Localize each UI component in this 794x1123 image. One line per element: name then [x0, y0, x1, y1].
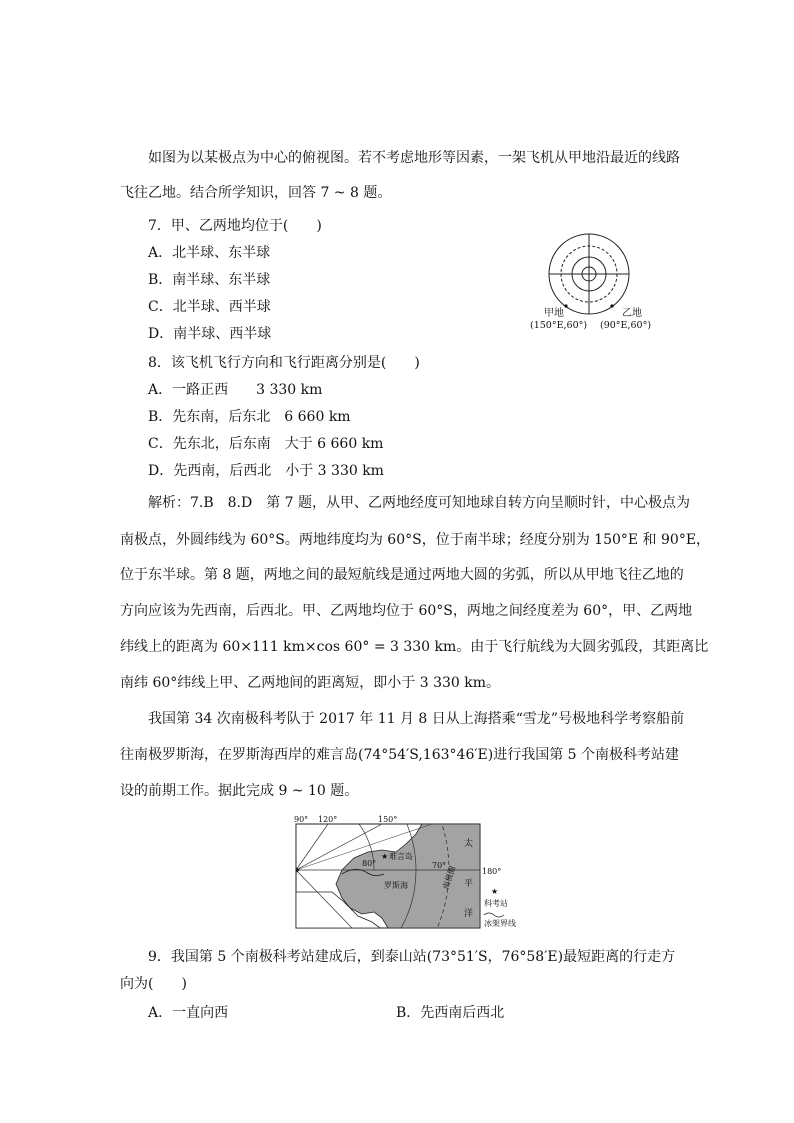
legend-star-icon: ★	[491, 887, 499, 896]
intro2-line2: 往南极罗斯海，在罗斯海西岸的难言岛(74°54′S,163°46′E)进行我国第 5 个南极科考站建	[120, 747, 680, 763]
coord-jia: (150°E,60°)	[530, 320, 588, 331]
sea-label: 罗斯海	[384, 881, 408, 890]
lon-120-label: 120°	[318, 815, 338, 824]
analysis-line2: 南极点，外圆纬线为 60°S。两地纬度均为 60°S，位于南半球；经度分别为 150°E 和 90°E，	[120, 532, 711, 548]
analysis-line6: 南纬 60°纬线上甲、乙两地间的距离短，即小于 3 330 km。	[120, 675, 501, 691]
q7-option-c[interactable]: C．北半球、西半球	[148, 299, 271, 315]
q8-option-b[interactable]: B．先东南，后东北 6 660 km	[148, 409, 351, 425]
lat-70-label: 70°	[432, 861, 447, 870]
q7-stem: 7．甲、乙两地均位于( )	[148, 218, 322, 234]
ocean-char-1: 太	[464, 839, 474, 849]
analysis-line3: 位于东半球。第 8 题，两地之间的最短航线是通过两地大圆的劣弧，所以从甲地飞往乙地的	[120, 567, 684, 583]
lon-90-label: 90°	[294, 815, 309, 824]
intro1-line2: 飞往乙地。结合所学知识，回答 7 ~ 8 题。	[120, 185, 392, 201]
ocean-char-2: 平	[464, 879, 474, 889]
polar-view-figure	[524, 230, 664, 334]
analysis-line4: 方向应该为先西南，后西北。甲、乙两地均位于 60°S，两地之间经度差为 60°，甲、乙两地	[120, 603, 693, 619]
q8-stem: 8．该飞机飞行方向和飞行距离分别是( )	[148, 355, 420, 371]
q8-option-a[interactable]: A．一路正西 3 330 km	[148, 382, 323, 398]
q8-option-c[interactable]: C．先东北，后东南 大于 6 660 km	[148, 436, 384, 452]
intro2-line1: 我国第 34 次南极科考队于 2017 年 11 月 8 日从上海搭乘“雪龙”号极地科学考察船前	[148, 711, 685, 727]
q8-option-d[interactable]: D．先西南，后西北 小于 3 330 km	[148, 463, 384, 479]
point-jia	[564, 304, 567, 307]
lon-150-label: 150°	[378, 815, 398, 824]
island-label: 难言岛	[389, 852, 413, 861]
q7-option-a[interactable]: A．北半球、东半球	[148, 245, 271, 261]
q7-option-b[interactable]: B．南半球、东半球	[148, 272, 271, 288]
q9-stem-line2: 向为( )	[120, 976, 187, 992]
label-jia: 甲地	[544, 308, 564, 319]
lat-80-label: 80°	[362, 859, 377, 868]
label-yi: 乙地	[622, 308, 642, 319]
ocean-char-3: 洋	[464, 909, 474, 919]
legend-ice-label: 冰架界线	[484, 919, 516, 928]
q7-option-d[interactable]: D．南半球、西半球	[148, 326, 272, 342]
antarctic-circle-label: 南极圈	[441, 865, 458, 891]
ross-sea-map	[292, 812, 542, 940]
q9-stem-line1: 9．我国第 5 个南极科考站建成后，到泰山站(73°51′S，76°58′E)最短距离的行走方	[148, 949, 676, 965]
analysis-line5: 纬线上的距离为 60×111 km×cos 60° = 3 330 km。由于飞行航线为大圆劣弧段，其距离比	[120, 639, 709, 655]
coord-yi: (90°E,60°)	[600, 320, 652, 331]
intro1-line1: 如图为以某极点为中心的俯视图。若不考虑地形等因素，一架飞机从甲地沿最近的线路	[148, 150, 680, 166]
q9-option-b[interactable]: B．先西南后西北	[396, 1005, 505, 1021]
station-star-icon: ★	[381, 852, 389, 861]
point-yi	[610, 304, 613, 307]
intro2-line3: 设的前期工作。据此完成 9 ~ 10 题。	[120, 783, 359, 799]
lon-180-label: 180°	[482, 867, 502, 876]
q9-option-a[interactable]: A．一直向西	[148, 1005, 229, 1021]
legend-station-label: 科考站	[484, 899, 508, 908]
analysis-line1: 解析：7.B 8.D 第 7 题，从甲、乙两地经度可知地球自转方向呈顺时针，中心极点为	[148, 495, 691, 511]
legend-ice-line-icon	[484, 913, 504, 917]
